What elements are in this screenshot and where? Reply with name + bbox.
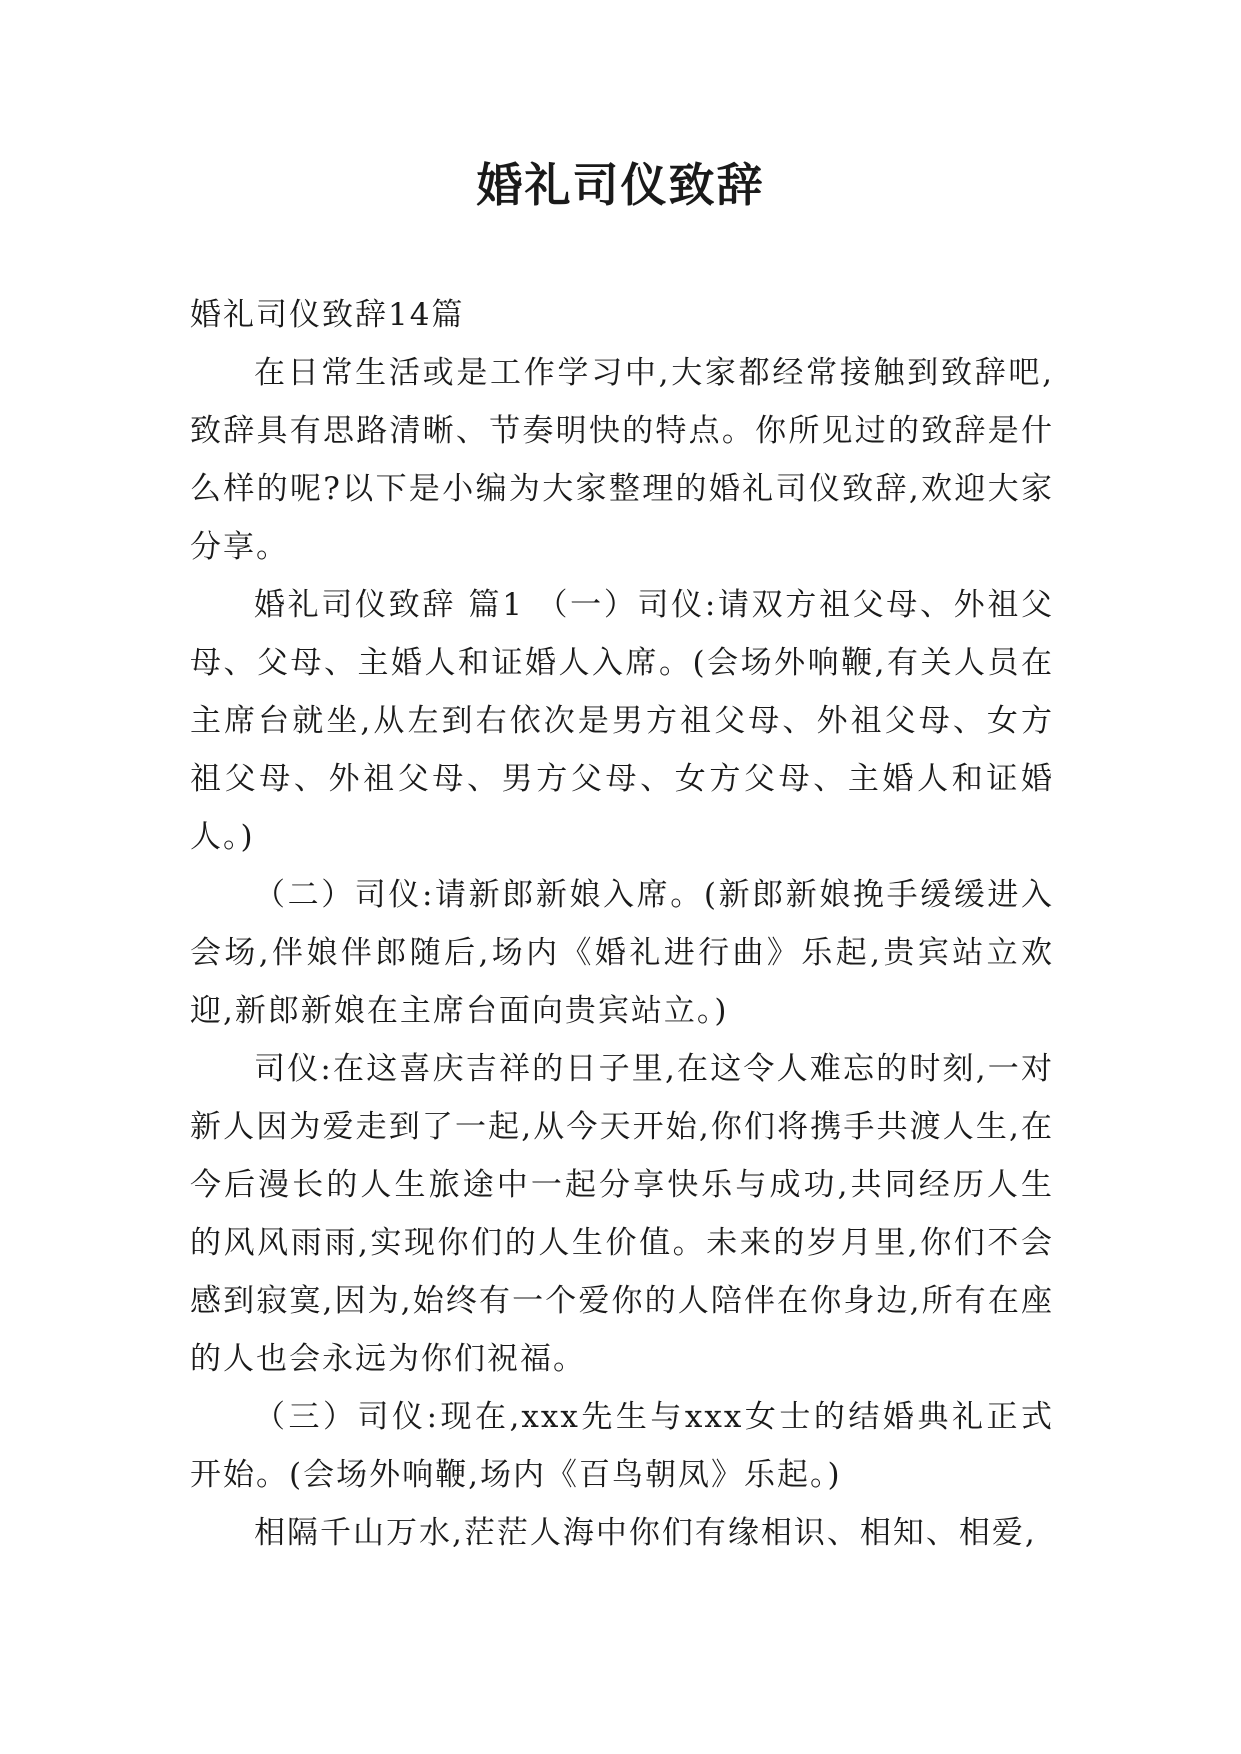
paragraph-host-speech: 司仪:在这喜庆吉祥的日子里,在这令人难忘的时刻,一对新人因为爱走到了一起,从今天开始,你们将携手共渡人生,在今后漫长的人生旅途中一起分享快乐与成功,共同经历人生的风风雨雨,实现你们的人生价值。未来的岁月里,你们不会感到寂寞,因为,始终有一个爱你的人陪伴在你身边,所有在座的人也会永远为你们祝福。 xyxy=(190,1051,1054,1377)
paragraph-intro: 在日常生活或是工作学习中,大家都经常接触到致辞吧,致辞具有思路清晰、节奏明快的特点。你所见过的致辞是什么样的呢?以下是小编为大家整理的婚礼司仪致辞,欢迎大家分享。 xyxy=(190,355,1054,565)
paragraph-continuation: 相隔千山万水,茫茫人海中你们有缘相识、相知、相爱, xyxy=(254,1515,1037,1551)
paragraph-step3: （三）司仪:现在,xxx先生与xxx女士的结婚典礼正式开始。(会场外响鞭,场内《百鸟朝凤》乐起。) xyxy=(190,1399,1054,1493)
document-title: 婚礼司仪致辞 xyxy=(476,158,765,212)
document-body xyxy=(190,286,1054,1562)
document-subtitle: 婚礼司仪致辞14篇 xyxy=(190,297,465,333)
paragraph-step2: （二）司仪:请新郎新娘入席。(新郎新娘挽手缓缓进入会场,伴娘伴郎随后,场内《婚礼进行曲》乐起,贵宾站立欢迎,新郎新娘在主席台面向贵宾站立。) xyxy=(190,877,1054,1029)
paragraph-part1-step1: 婚礼司仪致辞 篇1 （一）司仪:请双方祖父母、外祖父母、父母、主婚人和证婚人入席。(会场外响鞭,有关人员在主席台就坐,从左到右依次是男方祖父母、外祖父母、女方祖父母、外祖父母、男方父母、女方父母、主婚人和证婚人。) xyxy=(190,587,1054,855)
